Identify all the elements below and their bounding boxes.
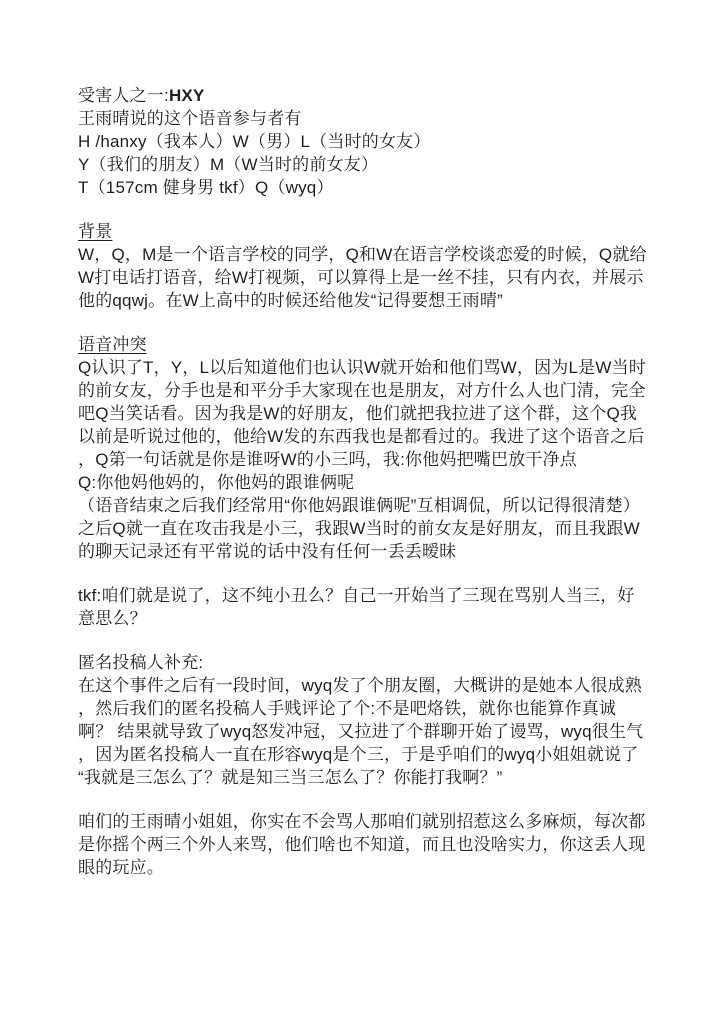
text-line: Q:你他妈他妈的，你他妈的跟谁俩呢 bbox=[78, 473, 355, 492]
participants-paragraph bbox=[78, 84, 698, 199]
section-heading-background: 背景 bbox=[78, 222, 113, 241]
text-line: H /hanxy（我本人）W（男）L（当时的女友） bbox=[78, 132, 431, 151]
section-heading-voice-conflict: 语音冲突 bbox=[78, 335, 147, 354]
text-line: 以前是听说过他的，他给W发的东西我也是都看过的。我进了这个语音之后 bbox=[78, 427, 645, 446]
tkf-comment-paragraph bbox=[78, 584, 698, 630]
supplement-heading-line: 匿名投稿人补充: bbox=[78, 653, 204, 672]
text-line: ，因为匿名投稿人一直在形容wyq是个三，于是乎咱们的wyq小姐姐就说了 bbox=[78, 745, 639, 764]
text-line: Q认识了T，Y，L以后知道他们也认识W就开始和他们骂W，因为L是W当时 bbox=[78, 358, 646, 377]
text-line: W打电话打语音，给W打视频，可以算得上是一丝不挂，只有内衣，并展示 bbox=[78, 268, 644, 287]
text-line: W，Q，M是一个语言学校的同学，Q和W在语言学校谈恋爱的时候，Q就给 bbox=[78, 245, 647, 264]
text-line: 他的qqwj。在W上高中的时候还给他发“记得要想王雨晴” bbox=[78, 291, 503, 310]
text-line: 王雨晴说的这个语音参与者有 bbox=[78, 109, 302, 128]
text-line: T（157cm 健身男 tkf）Q（wyq） bbox=[78, 178, 334, 197]
text-line: 咱们的王雨晴小姐姐，你实在不会骂人那咱们就别招惹这么多麻烦，每次都 bbox=[78, 812, 646, 831]
text-line: 在这个事件之后有一段时间，wyq发了个朋友圈，大概讲的是她本人很成熟 bbox=[78, 676, 643, 695]
victim-header-prefix: 受害人之一: bbox=[78, 86, 169, 105]
anonymous-supplement-section bbox=[78, 651, 698, 789]
text-line: 意思么？ bbox=[78, 609, 147, 628]
text-line: ，然后我们的匿名投稿人手贱评论了个:不是吧烙铁，就你也能算作真诚 bbox=[78, 699, 617, 718]
background-section bbox=[78, 220, 698, 312]
text-line: 啊？ 结果就导致了wyq怒发冲冠，又拉进了个群聊开始了谩骂，wyq很生气 bbox=[78, 722, 644, 741]
document-body bbox=[78, 84, 698, 900]
text-line: “我就是三怎么了？就是知三当三怎么了？你能打我啊？” bbox=[78, 768, 503, 787]
victim-header-line bbox=[78, 84, 698, 107]
text-line: 是你摇个两三个外人来骂，他们啥也不知道，而且也没啥实力，你这丢人现 bbox=[78, 835, 646, 854]
text-line: 之后Q就一直在攻击我是小三，我跟W当时的前女友是好朋友，而且我跟W bbox=[78, 519, 640, 538]
text-line: 的前女友，分手也是和平分手大家现在也是朋友，对方什么人也门清，完全 bbox=[78, 381, 646, 400]
victim-name: HXY bbox=[168, 86, 205, 105]
text-line: 的聊天记录还有平常说的话中没有任何一丢丢暧昧 bbox=[78, 542, 457, 561]
text-line: 眼的玩应。 bbox=[78, 858, 164, 877]
background-heading-line bbox=[78, 220, 698, 243]
text-line: （语音结束之后我们经常用“你他妈跟谁俩呢”互相调侃，所以记得很清楚） bbox=[78, 496, 641, 515]
text-line: ，Q第一句话就是你是谁呀W的小三吗，我:你他妈把嘴巴放干净点 bbox=[78, 450, 577, 469]
text-line: 吧Q当笑话看。因为我是W的好朋友，他们就把我拉进了这个群，这个Q我 bbox=[78, 404, 638, 423]
voice-conflict-heading-line bbox=[78, 333, 698, 356]
text-line: tkf:咱们就是说了，这不纯小丑么？自己一开始当了三现在骂别人当三，好 bbox=[78, 586, 635, 605]
closing-paragraph bbox=[78, 810, 698, 879]
text-line: Y（我们的朋友）M（W当时的前女友） bbox=[78, 155, 379, 174]
voice-conflict-section bbox=[78, 333, 698, 563]
